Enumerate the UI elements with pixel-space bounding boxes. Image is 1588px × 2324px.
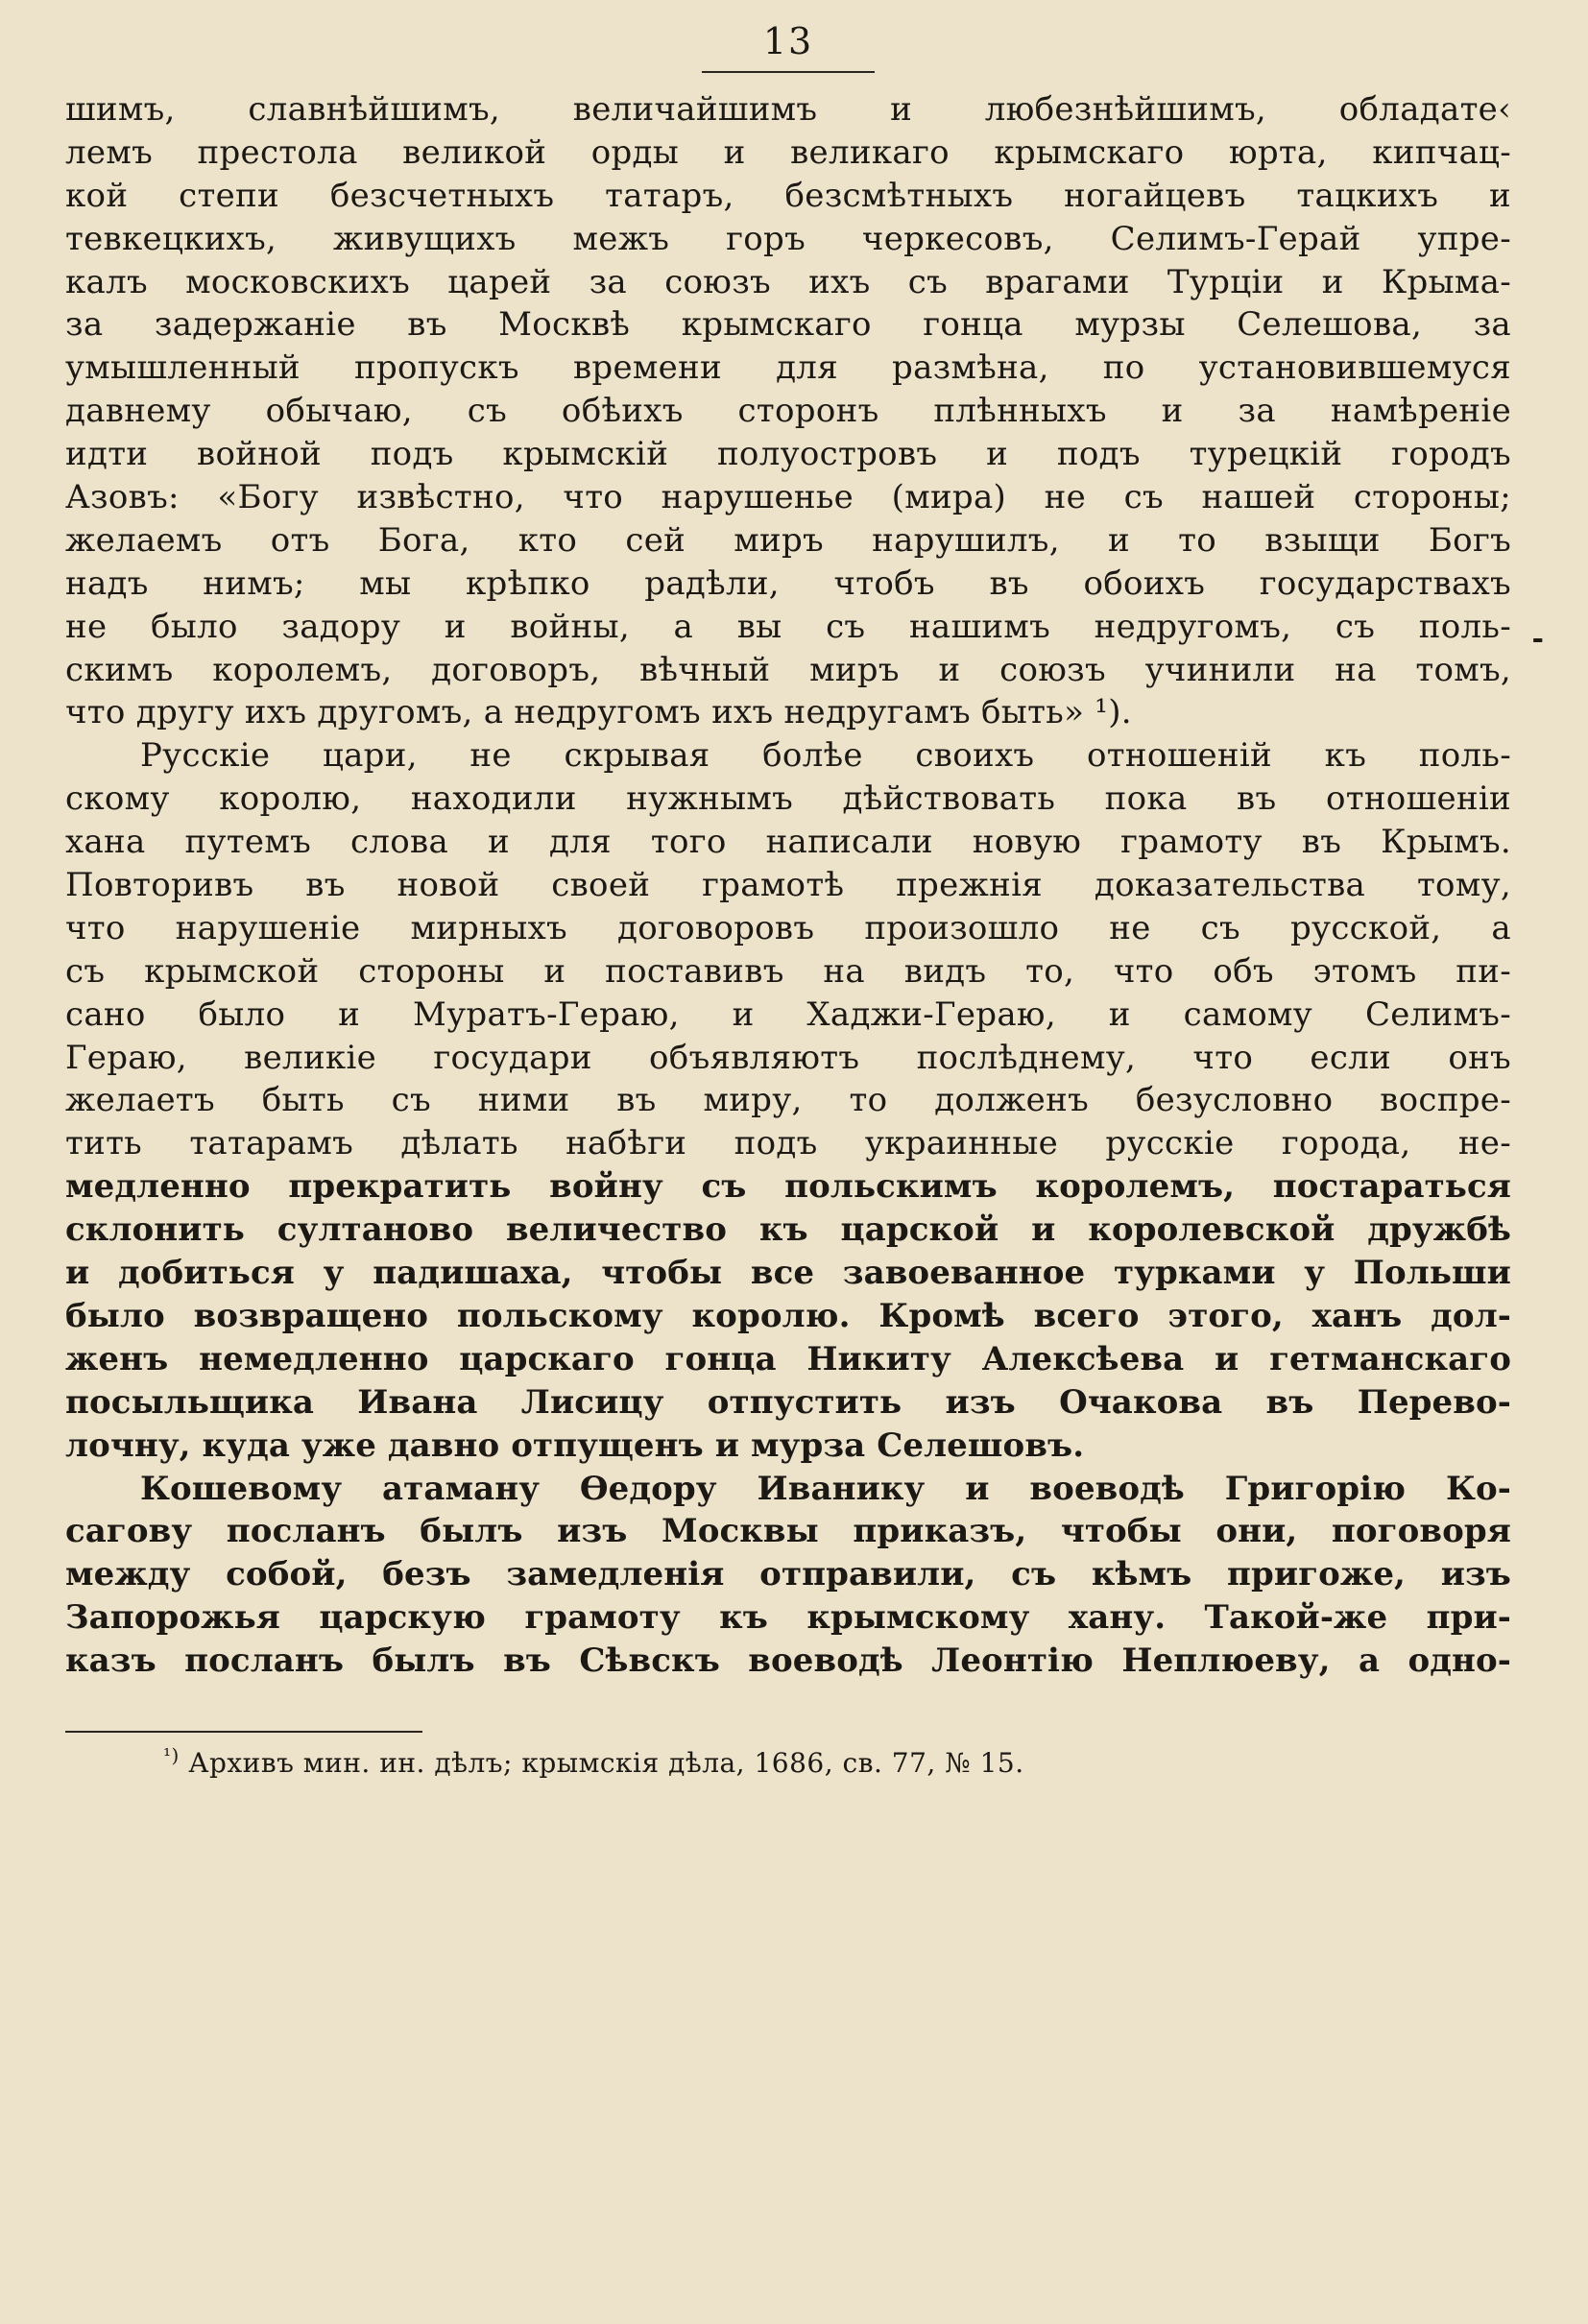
text-line: желаетъ быть съ ними въ миру, то долженъ безусловно воспре- — [65, 1081, 1511, 1120]
text-line: лемъ престола великой орды и великаго крымскаго юрта, кипчац- — [65, 132, 1511, 172]
text-line: шимъ, славнѣйшимъ, величайшимъ и любезнѣйшимъ, обладате‹ — [65, 90, 1511, 129]
text-line: что нарушеніе мирныхъ договоровъ произошло не съ русской, а — [65, 908, 1511, 947]
text-line: и добиться у падишаха, чтобы все завоеванное турками у Польши — [65, 1254, 1511, 1293]
text-line: казъ посланъ былъ въ Сѣвскъ воеводѣ Леонтію Неплюеву, а одно- — [65, 1641, 1511, 1681]
text-line: женъ немедленно царскаго гонца Никиту Алексѣева и гетманскаго — [65, 1339, 1511, 1378]
text-line: давнему обычаю, съ обѣихъ сторонъ плѣнныхъ и за намѣреніе — [65, 392, 1511, 431]
footnote-text: Архивъ мин. ин. дѣлъ; крымскія дѣла, 1686, св. 77, № 15. — [188, 1746, 1024, 1779]
text-line: тевкецкихъ, живущихъ межъ горъ черкесовъ, Селимъ-Герай упре- — [65, 219, 1511, 258]
text-line: что другу ихъ другомъ, а недругомъ ихъ недругамъ быть» ¹). — [65, 693, 1132, 732]
margin-mark: - — [1531, 622, 1544, 656]
footnote-marker: ¹) — [163, 1743, 180, 1767]
text-line: между собой, безъ замедленія отправили, съ кѣмъ пригоже, изъ — [65, 1555, 1511, 1594]
text-line: хана путемъ слова и для того написали новую грамоту въ Крымъ. — [65, 823, 1511, 862]
text-line: съ крымской стороны и поставивъ на видъ то, что объ этомъ пи- — [65, 951, 1511, 991]
text-line: сагову посланъ былъ изъ Москвы приказъ, чтобы они, поговоря — [65, 1512, 1511, 1551]
text-line: посыльщика Ивана Лисицу отпустить изъ Очакова въ Перево- — [65, 1382, 1511, 1422]
page-number-rule — [702, 71, 875, 73]
text-line: идти войной подъ крымскій полуостровъ и подъ турецкій городъ — [65, 435, 1511, 474]
page-number: 13 — [762, 20, 814, 62]
text-line: кой степи безсчетныхъ татаръ, безсмѣтныхъ ногайцевъ тацкихъ и — [65, 176, 1511, 215]
main-text — [65, 88, 1511, 1683]
text-line: Запорожья царскую грамоту къ крымскому хану. Такой-же при- — [65, 1598, 1511, 1638]
text-line: лочну, куда уже давно отпущенъ и мурза Селешовъ. — [65, 1426, 1085, 1465]
text-line: сано было и Муратъ-Гераю, и Хаджи-Гераю, и самому Селимъ- — [65, 994, 1511, 1034]
text-line: скимъ королемъ, договоръ, вѣчный миръ и союзъ учинили на томъ, — [65, 650, 1511, 689]
text-line: не было задору и войны, а вы съ нашимъ недругомъ, съ поль- — [65, 607, 1511, 646]
footnote — [65, 1744, 1511, 1783]
text-line: медленно прекратить войну съ польскимъ королемъ, постараться — [65, 1167, 1511, 1207]
text-line: Азовъ: «Богу извѣстно, что нарушенье (мира) не съ нашей стороны; — [65, 478, 1511, 517]
text-line: Кошевому атаману Ѳедору Иванику и воеводѣ Григорію Ко- — [140, 1469, 1511, 1508]
text-line: желаемъ отъ Бога, кто сей миръ нарушилъ, и то взыщи Богъ — [65, 520, 1511, 560]
text-line: Повторивъ въ новой своей грамотѣ прежнія доказательства тому, — [65, 866, 1511, 905]
footnote-rule — [65, 1731, 422, 1733]
text-line: Русскіе цари, не скрывая болѣе своихъ отношеній къ поль- — [140, 736, 1511, 776]
text-line: калъ московскихъ царей за союзъ ихъ съ врагами Турціи и Крыма- — [65, 262, 1511, 301]
text-line: Гераю, великіе государи объявляютъ послѣднему, что если онъ — [65, 1038, 1511, 1077]
text-line: надъ нимъ; мы крѣпко радѣли, чтобъ въ обоихъ государствахъ — [65, 563, 1511, 603]
text-line: умышленный пропускъ времени для размѣна, по установившемуся — [65, 348, 1511, 388]
text-line: за задержаніе въ Москвѣ крымскаго гонца мурзы Селешова, за — [65, 305, 1511, 345]
text-line: тить татарамъ дѣлать набѣги подъ украинные русскіе города, не- — [65, 1124, 1511, 1163]
text-line: скому королю, находили нужнымъ дѣйствовать пока въ отношеніи — [65, 779, 1511, 819]
text-line: было возвращено польскому королю. Кромѣ всего этого, ханъ дол- — [65, 1296, 1511, 1335]
text-line: склонить султаново величество къ царской и королевской дружбѣ — [65, 1210, 1511, 1250]
